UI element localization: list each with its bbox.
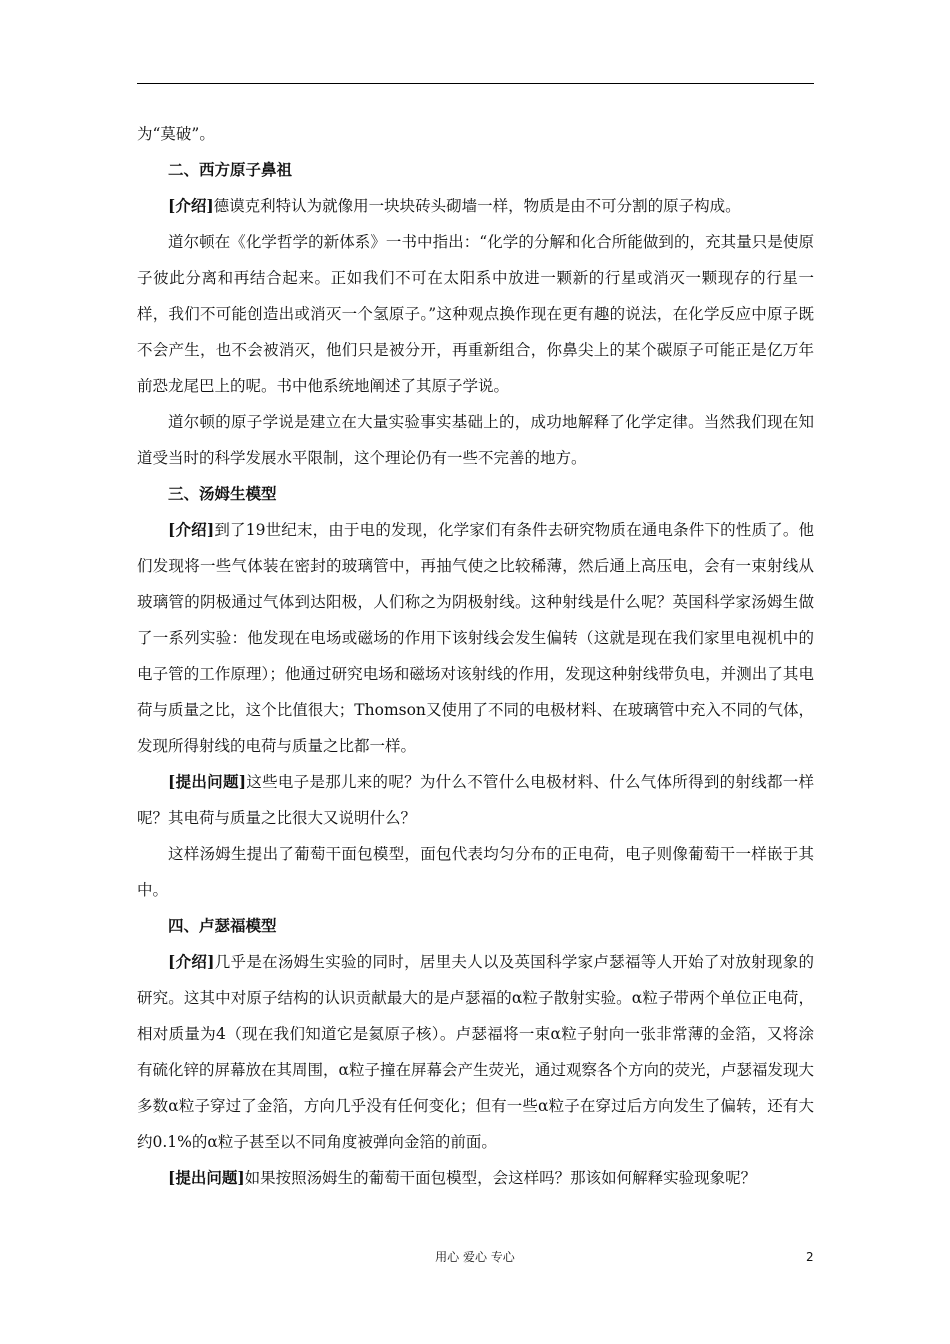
- paragraph-tag: [介绍]: [168, 952, 215, 971]
- paragraph-tag: [提出问题]: [168, 1168, 245, 1187]
- section-heading: 二、西方原子鼻祖: [168, 160, 293, 179]
- tagged-paragraph: [137, 944, 814, 1160]
- footer-slogan: 用心 爱心 专心: [435, 1250, 515, 1264]
- document-body: [137, 116, 814, 1196]
- paragraph-text: 到了19世纪末，由于电的发现，化学家们有条件去研究物质在通电条件下的性质了。他们发现将一些气体装在密封的玻璃管中，再抽气使之比较稀薄，然后通上高压电，会有一束射线从玻璃管的阴极通过气体到达阳极，人们称之为阴极射线。这种射线是什么呢？英国科学家汤姆生做了一系列实验：他发现在电场或磁场的作用下该射线会发生偏转（这就是现在我们家里电视机中的电子管的工作原理）；他通过研究电场和磁场对该射线的作用，发现这种射线带负电，并测出了其电荷与质量之比，这个比值很大；Thomson又使用了不同的电极材料、在玻璃管中充入不同的气体，发现所得射线的电荷与质量之比都一样。: [137, 521, 814, 755]
- paragraph-tag: [介绍]: [168, 520, 215, 539]
- body-paragraph: 这样汤姆生提出了葡萄干面包模型，面包代表均匀分布的正电荷，电子则像葡萄干一样嵌于其中。: [137, 845, 814, 899]
- tagged-paragraph: [137, 512, 814, 764]
- section-heading: 三、汤姆生模型: [168, 484, 277, 503]
- body-paragraph: 道尔顿的原子学说是建立在大量实验事实基础上的，成功地解释了化学定律。当然我们现在知道受当时的科学发展水平限制，这个理论仍有一些不完善的地方。: [137, 413, 814, 467]
- tagged-paragraph: [137, 1160, 814, 1196]
- header-rule: [137, 83, 814, 84]
- paragraph-text: 如果按照汤姆生的葡萄干面包模型，会这样吗？那该如何解释实验现象呢？: [244, 1169, 757, 1187]
- paragraph-tag: [提出问题]: [168, 772, 247, 791]
- section-heading: 四、卢瑟福模型: [168, 916, 277, 935]
- paragraph-text: 几乎是在汤姆生实验的同时，居里夫人以及英国科学家卢瑟福等人开始了对放射现象的研究。这其中对原子结构的认识贡献最大的是卢瑟福的α粒子散射实验。α粒子带两个单位正电荷，相对质量为4（现在我们知道它是氦原子核）。卢瑟福将一束α粒子射向一张非常薄的金箔，又将涂有硫化锌的屏幕放在其周围，α粒子撞在屏幕会产生荧光，通过观察各个方向的荧光，卢瑟福发现大多数α粒子穿过了金箔，方向几乎没有任何变化；但有一些α粒子在穿过后方向发生了偏转，还有大约0.1%的α粒子甚至以不同角度被弹向金箔的前面。: [137, 953, 814, 1151]
- tagged-paragraph: [137, 188, 814, 224]
- paragraph-text: 这些电子是那儿来的呢？为什么不管什么电极材料、什么气体所得到的射线都一样呢？其电荷与质量之比很大又说明什么？: [137, 773, 814, 827]
- page-number: 2: [806, 1250, 814, 1264]
- body-paragraph: 为“莫破”。: [137, 125, 215, 143]
- tagged-paragraph: [137, 764, 814, 836]
- paragraph-text: 德谟克利特认为就像用一块块砖头砌墙一样，物质是由不可分割的原子构成。: [213, 197, 741, 215]
- body-paragraph: 道尔顿在《化学哲学的新体系》一书中指出：“化学的分解和化合所能做到的，充其量只是使原子彼此分离和再结合起来。正如我们不可在太阳系中放进一颗新的行星或消灭一颗现存的行星一样，我们不可能创造出或消灭一个氢原子。”这种观点换作现在更有趣的说法，在化学反应中原子既不会产生，也不会被消灭，他们只是被分开，再重新组合，你鼻尖上的某个碳原子可能正是亿万年前恐龙尾巴上的呢。书中他系统地阐述了其原子学说。: [137, 233, 814, 395]
- paragraph-tag: [介绍]: [168, 196, 214, 215]
